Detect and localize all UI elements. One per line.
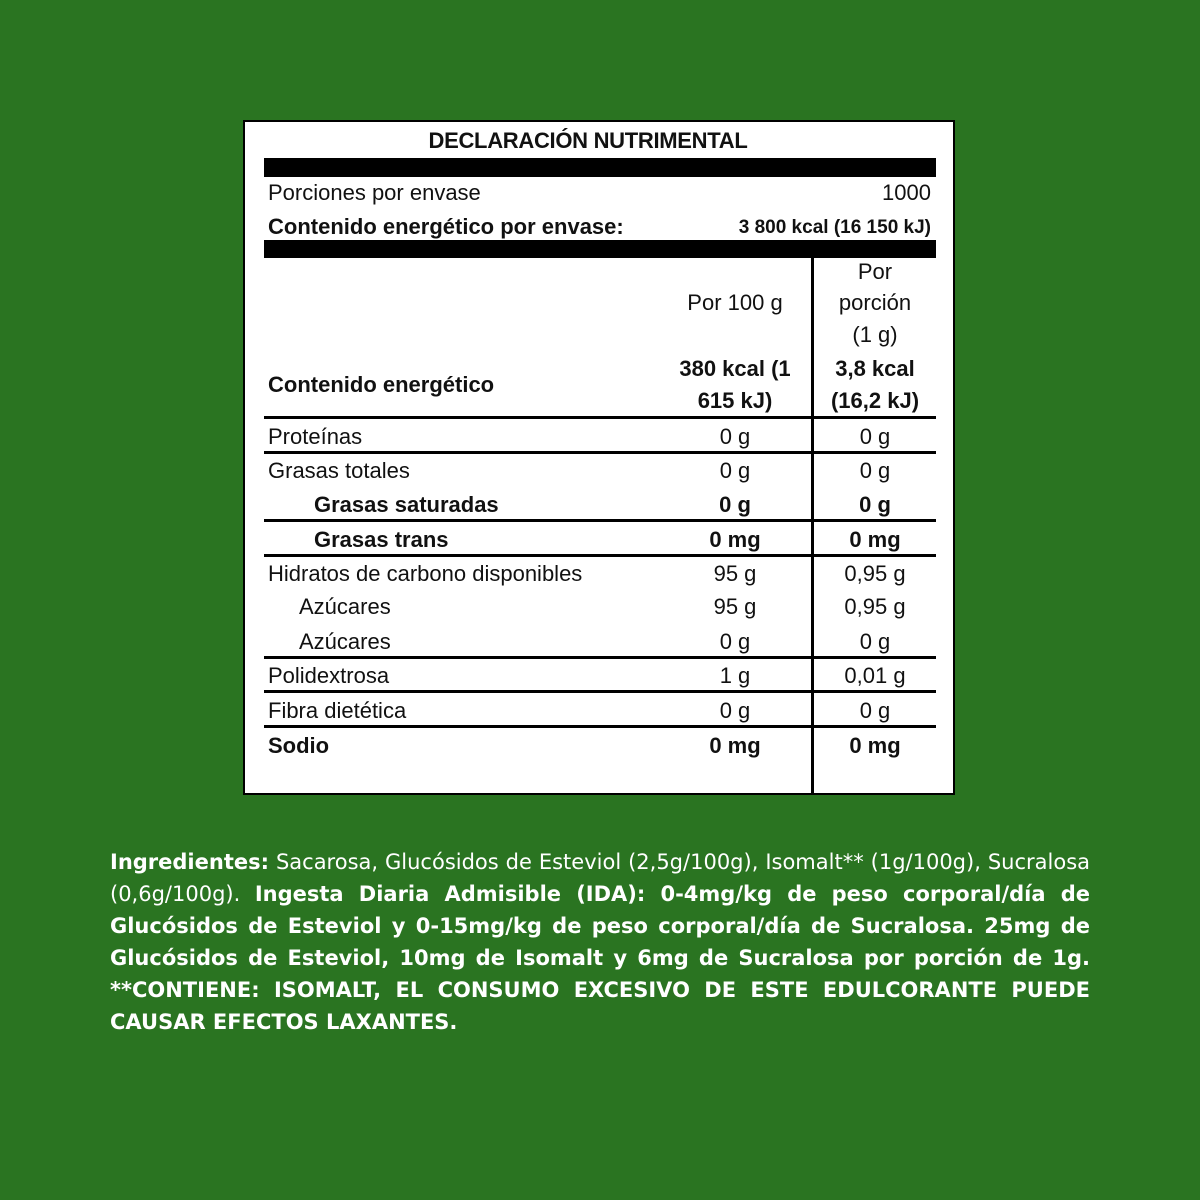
- col-100g-header: Por 100 g: [687, 290, 783, 315]
- row-value-100g: 0 g: [719, 458, 751, 483]
- divider: [264, 656, 936, 659]
- energy-portion-line1: 3,8 kcal: [835, 356, 915, 381]
- ingredients-heading: Ingredientes:: [110, 850, 269, 874]
- energy-container-value: 3 800 kcal (16 150 kJ): [738, 217, 931, 238]
- row-name: Azúcares: [299, 594, 391, 619]
- divider: [264, 725, 936, 728]
- middle-bar: [264, 240, 936, 258]
- top-bar: [264, 158, 936, 177]
- row-name: Proteínas: [268, 424, 363, 449]
- row-name: Polidextrosa: [268, 663, 390, 688]
- row-value-100g: 0 g: [719, 492, 751, 517]
- energy-100-line1: 380 kcal (1: [679, 356, 791, 381]
- row-value-100g: 95 g: [713, 561, 757, 586]
- divider: [264, 451, 936, 454]
- row-value-100g: 0 g: [719, 629, 751, 654]
- row-value-100g: 0 mg: [709, 733, 761, 758]
- row-value-portion: 0 g: [859, 458, 891, 483]
- row-name: Grasas trans: [314, 527, 449, 552]
- ingredients-list: Sacarosa, Glucósidos de Esteviol (2,5g/100g), Isomalt** (1g/100g), Sucralosa (0,6g/100g).: [110, 850, 1090, 906]
- row-name: Hidratos de carbono disponibles: [268, 561, 583, 586]
- row-value-portion: 0 g: [859, 698, 891, 723]
- row-value-portion: 0 g: [859, 424, 891, 449]
- label-title: DECLARACIÓN NUTRIMENTAL: [428, 128, 748, 153]
- row-value-portion: 0 mg: [849, 527, 901, 552]
- row-name: Fibra dietética: [268, 698, 407, 723]
- row-value-portion: 0,01 g: [844, 663, 906, 688]
- row-value-portion: 0 g: [859, 629, 891, 654]
- ida-text: Ingesta Diaria Admisible (IDA): 0-4mg/kg de peso corporal/día de Glucósidos de Esteviol y 0-15mg/kg de peso corporal/día de Sucralosa. 25mg de Glucósidos de Esteviol, 10mg de Isomalt y 6mg de Sucralosa por porción de 1g. **CONTIENE: ISOMALT, EL CONSUMO EXCESIVO DE ESTE EDULCORANTE PUEDE CAUSAR EFECTOS LAXANTES.: [110, 882, 1090, 1034]
- divider: [264, 554, 936, 557]
- divider: [264, 519, 936, 522]
- row-name: Grasas totales: [268, 458, 410, 483]
- col-portion-header-2: porción: [838, 290, 912, 315]
- divider: [264, 690, 936, 693]
- servings-value: 1000: [882, 180, 931, 205]
- energy-label: Contenido energético: [268, 372, 495, 397]
- row-name: Sodio: [268, 733, 330, 758]
- row-name: Azúcares: [299, 629, 391, 654]
- row-value-portion: 0 g: [859, 492, 891, 517]
- row-value-portion: 0,95 g: [844, 594, 906, 619]
- divider: [264, 416, 936, 419]
- energy-100-line2: 615 kJ): [697, 388, 773, 413]
- servings-label: Porciones por envase: [268, 180, 481, 205]
- row-value-portion: 0,95 g: [844, 561, 906, 586]
- row-value-100g: 0 g: [719, 424, 751, 449]
- col-portion-header-1: Por: [857, 259, 893, 284]
- row-value-100g: 0 mg: [709, 527, 761, 552]
- row-value-100g: 1 g: [719, 663, 751, 688]
- row-value-100g: 95 g: [713, 594, 757, 619]
- energy-portion-line2: (16,2 kJ): [830, 388, 920, 413]
- ingredients-text: [110, 846, 1090, 1038]
- col-portion-header-3: (1 g): [852, 322, 898, 347]
- row-name: Grasas saturadas: [314, 492, 499, 517]
- row-value-portion: 0 mg: [849, 733, 901, 758]
- energy-container-label: Contenido energético por envase:: [268, 214, 624, 239]
- nutrition-label: [243, 120, 955, 795]
- row-value-100g: 0 g: [719, 698, 751, 723]
